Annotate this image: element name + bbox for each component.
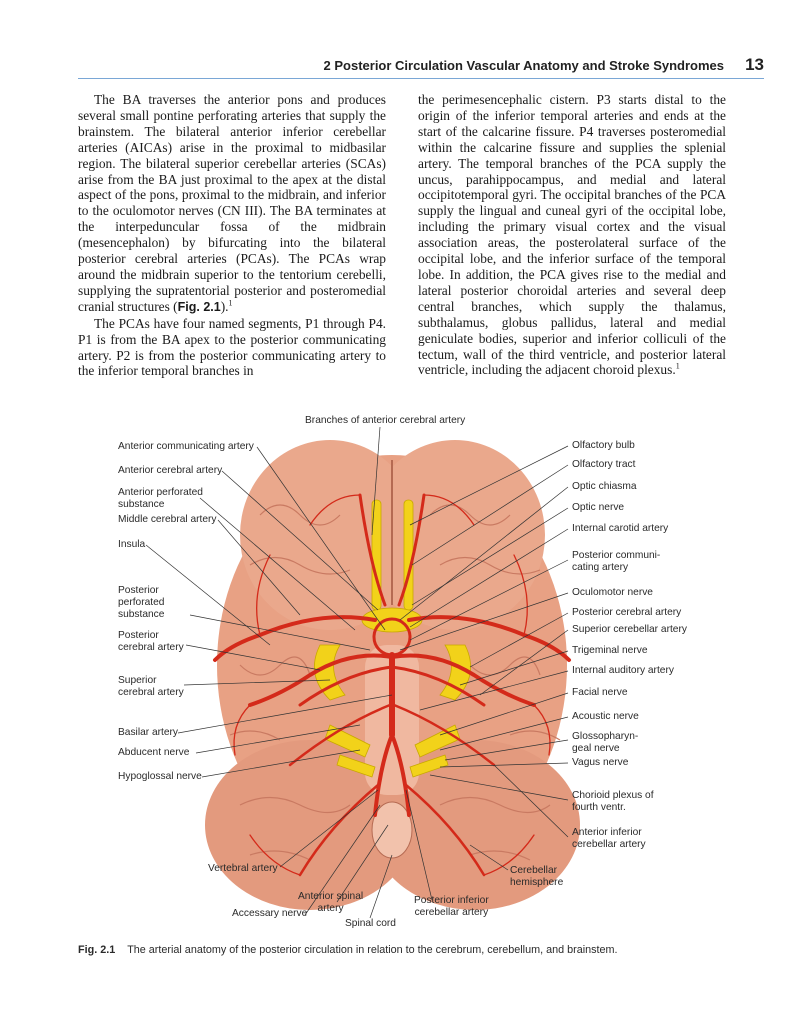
label-facial-nerve: Facial nerve <box>572 687 628 698</box>
running-header <box>78 56 764 79</box>
label-anterior-perforated-substance: Anterior perforated substance <box>118 487 203 510</box>
label-anterior-inferior-cerebellar-artery: Anterior inferior cerebellar artery <box>572 827 646 850</box>
left-column <box>78 92 386 379</box>
right-column <box>418 92 726 378</box>
label-olfactory-tract: Olfactory tract <box>572 459 636 470</box>
page-number: 13 <box>745 55 764 74</box>
label-accessary-nerve: Accessary nerve <box>232 908 308 919</box>
label-acoustic-nerve: Acoustic nerve <box>572 711 639 722</box>
label-posterior-cerebral-artery-left: Posterior cerebral artery <box>118 630 184 653</box>
label-chorioid-plexus: Chorioid plexus of fourth ventr. <box>572 790 654 813</box>
citation-ref: 1 <box>228 298 233 308</box>
label-anterior-spinal-artery: Anterior spinal artery <box>298 891 364 914</box>
label-posterior-perforated-substance: Posterior perforated substance <box>118 585 165 620</box>
label-trigeminal-nerve: Trigeminal nerve <box>572 645 648 656</box>
label-vagus-nerve: Vagus nerve <box>572 757 629 768</box>
label-olfactory-bulb: Olfactory bulb <box>572 440 635 451</box>
label-middle-cerebral-artery: Middle cerebral artery <box>118 514 217 525</box>
label-insula: Insula <box>118 539 146 550</box>
label-anterior-cerebral-artery: Anterior cerebral artery <box>118 465 223 476</box>
chapter-title: 2 Posterior Circulation Vascular Anatomy and Stroke Syndromes <box>323 58 724 73</box>
paragraph-1-end: ). <box>220 298 229 314</box>
label-posterior-cerebral-artery-right: Posterior cerebral artery <box>572 607 682 618</box>
label-posterior-communicating-artery: Posterior communi- cating artery <box>572 550 661 573</box>
label-branches-aca: Branches of anterior cerebral artery <box>305 415 466 426</box>
paragraph-3-text: the perimesencephalic cistern. P3 starts distal to the origin of the inferior temporal arteries and ends at the start of the calcarine fissure. P4 traverses posteromedial within the calcarine fissure and supplies the splenial artery. The temporal branches of the PCA supply the uncus, parahippocampus, and medial and lateral occipitotemporal gyri. The occipital branches of the PCA supply the lingual and cuneal gyri of the occipital lobe, including the primary visual cortex and the visual association areas, the posterolateral surface of the occipital lobe, and the inferior surface of the temporal lobe. In addition, the PCA gives rise to the medial and lateral posterior choroidal arteries and several deep central branches, which supply the thalamus, subthalamus, globus pallidus, lateral and medial geniculate bodies, superior and inferior colliculi of the tectum, wall of the third ventricle, and posterior lateral ventricle, including the adjacent choroid plexus. <box>418 92 726 378</box>
figure-reference[interactable]: Fig. 2.1 <box>177 299 221 314</box>
label-abducent-nerve: Abducent nerve <box>118 747 190 758</box>
label-cerebellar-hemisphere: Cerebellar hemisphere <box>510 865 564 888</box>
right-olfactory-tract <box>404 500 413 610</box>
caption-figure-number: Fig. 2.1 <box>78 944 116 956</box>
label-superior-cerebral-artery: Superior cerebral artery <box>118 675 184 698</box>
paragraph-2: The PCAs have four named segments, P1 through P4. P1 is from the BA apex to the posterior communicating artery. P2 is from the posterior communicating artery to the inferior temporal branches in <box>78 315 386 379</box>
label-glossopharyngeal-nerve: Glossopharyn- geal nerve <box>572 731 639 754</box>
label-anterior-communicating-artery: Anterior communicating artery <box>118 441 254 452</box>
label-internal-carotid-artery: Internal carotid artery <box>572 523 669 534</box>
label-oculomotor-nerve: Oculomotor nerve <box>572 587 653 598</box>
caption-text: The arterial anatomy of the posterior circulation in relation to the cerebrum, cerebellum, and brainstem. <box>127 944 618 956</box>
label-vertebral-artery: Vertebral artery <box>208 863 278 874</box>
label-optic-chiasma: Optic chiasma <box>572 481 637 492</box>
label-superior-cerebellar-artery: Superior cerebellar artery <box>572 624 687 635</box>
label-spinal-cord: Spinal cord <box>345 918 396 929</box>
label-internal-auditory-artery: Internal auditory artery <box>572 665 674 676</box>
label-posterior-inferior-cerebellar-artery: Posterior inferior cerebellar artery <box>414 895 489 918</box>
paragraph-1 <box>78 92 386 316</box>
paragraph-3 <box>418 92 726 378</box>
label-basilar-artery: Basilar artery <box>118 727 179 738</box>
label-hypoglossal-nerve: Hypoglossal nerve <box>118 771 202 782</box>
figure-2-1 <box>0 405 789 935</box>
label-optic-nerve: Optic nerve <box>572 502 625 513</box>
figure-caption <box>78 944 778 956</box>
spinal-cord <box>372 802 412 858</box>
paragraph-1-text: The BA traverses the anterior pons and produces several small pontine perforating arteries that supply the brainstem. The bilateral anterior inferior cerebellar arteries (AICAs) arise in the proximal to midbasilar region. The bilateral superior cerebellar arteries (SCAs) arise from the BA just proximal to the apex at the distal aspect of the pons, proximal to the midbrain, and inferior to the oculomotor nerves (CN III). The BA terminates at the interpeduncular fossa of the midbrain (mesencephalon) by bifurcating into the bilateral posterior cerebral arteries (PCAs). The PCAs wrap around the midbrain superior to the tentorium cerebelli, supplying the supratentorial posterior and posteromedial cranial structures ( <box>78 92 386 314</box>
citation-ref: 1 <box>675 361 680 371</box>
